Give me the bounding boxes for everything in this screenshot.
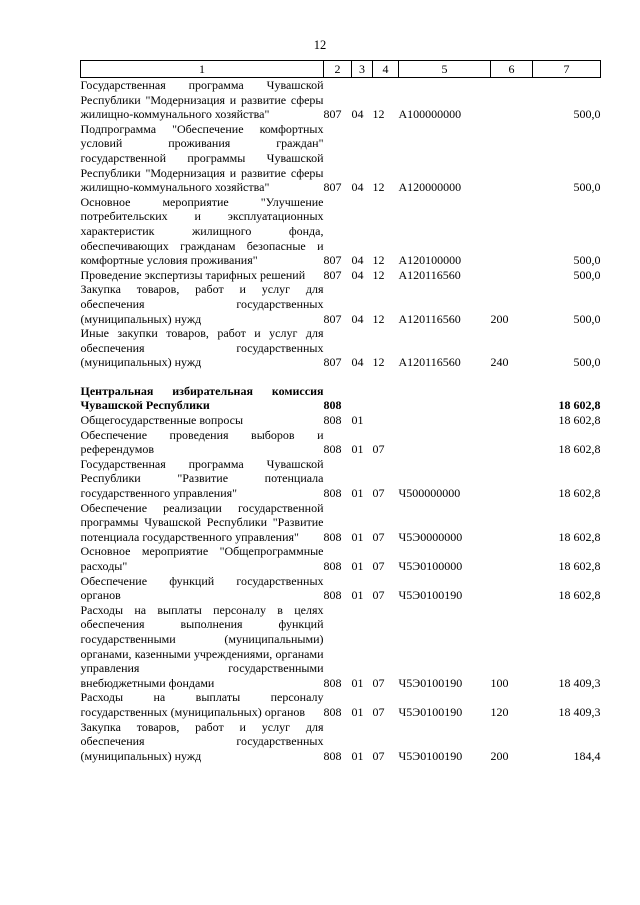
row-admin-code: 807 (323, 267, 342, 282)
table-header-row (81, 61, 601, 78)
row-subsection (373, 384, 399, 413)
row-expense-type: 200 (490, 311, 509, 326)
row-admin-code: 808 (323, 486, 342, 501)
row-amount: 500,0 (573, 355, 601, 370)
row-subsection: 12 (372, 311, 385, 326)
row-subsection: 12 (372, 267, 385, 282)
row-amount: 18 602,8 (558, 398, 601, 413)
row-section: 01 (351, 675, 364, 690)
row-section: 04 (351, 267, 364, 282)
row-target-code (399, 384, 491, 413)
table-row (81, 78, 601, 122)
row-amount: 18 602,8 (558, 413, 601, 428)
table-row (81, 501, 601, 545)
row-expense-type (491, 544, 533, 573)
row-name: Обеспечение реализации государственной программы Чувашской Республики "Развитие потенциала государственного управления" (80, 500, 324, 544)
row-subsection: 07 (372, 748, 385, 763)
table-row (81, 122, 601, 195)
row-admin-code: 808 (323, 398, 342, 413)
row-expense-type (491, 501, 533, 545)
row-admin-code: 808 (323, 588, 342, 603)
table-row (81, 690, 601, 719)
row-amount: 500,0 (573, 180, 601, 195)
row-admin-code: 807 (323, 180, 342, 195)
row-amount: 500,0 (573, 311, 601, 326)
row-admin-code: 808 (323, 442, 342, 457)
row-expense-type (491, 195, 533, 268)
row-name: Закупка товаров, работ и услуг для обеспечения государственных (муниципальных) нужд (80, 719, 324, 763)
row-subsection: 12 (372, 107, 385, 122)
row-name: Иные закупки товаров, работ и услуг для обеспечения государственных (муниципальных) нужд (80, 326, 324, 370)
column-header: 3 (352, 61, 373, 78)
row-name: Закупка товаров, работ и услуг для обеспечения государственных (муниципальных) нужд (80, 282, 324, 326)
row-target-code: А120000000 (398, 180, 462, 195)
row-section: 01 (351, 442, 364, 457)
column-header: 5 (399, 61, 491, 78)
table-row (81, 195, 601, 268)
table-row (81, 268, 601, 283)
row-section: 04 (351, 253, 364, 268)
row-amount: 500,0 (573, 107, 601, 122)
table-body (81, 78, 601, 764)
row-section: 01 (351, 748, 364, 763)
row-section: 01 (351, 588, 364, 603)
row-target-code: Ч5Э0100190 (398, 748, 463, 763)
column-header: 1 (81, 61, 324, 78)
table-row (81, 413, 601, 428)
row-admin-code: 807 (323, 107, 342, 122)
row-section: 04 (351, 107, 364, 122)
column-header: 4 (373, 61, 399, 78)
row-subsection: 07 (372, 675, 385, 690)
row-section: 01 (351, 529, 364, 544)
table-row (81, 384, 601, 413)
row-subsection: 07 (372, 486, 385, 501)
row-subsection: 12 (372, 180, 385, 195)
row-target-code: Ч5Э0100190 (398, 588, 463, 603)
row-amount: 500,0 (573, 253, 601, 268)
row-target-code: Ч5Э0100000 (398, 559, 463, 573)
row-admin-code: 808 (323, 529, 342, 544)
row-section: 04 (351, 355, 364, 370)
row-name: Обеспечение функций государственных органов (80, 573, 324, 603)
row-subsection: 07 (372, 704, 385, 719)
row-target-code: Ч500000000 (398, 486, 461, 501)
row-target-code: А120116560 (398, 311, 461, 326)
row-section: 01 (351, 413, 364, 428)
row-admin-code: 807 (323, 253, 342, 268)
row-expense-type (491, 122, 533, 195)
column-header: 7 (533, 61, 601, 78)
row-name: Проведение экспертизы тарифных решений (80, 267, 306, 282)
row-section: 04 (351, 180, 364, 195)
row-admin-code: 808 (323, 675, 342, 690)
row-amount: 18 409,3 (558, 675, 601, 690)
table-row (81, 574, 601, 603)
row-name: Подпрограмма "Обеспечение комфортных условий проживания граждан" государственной программы Чувашской Республики "Модернизация и развитие сферы жилищно-коммунального хозяйства" (80, 121, 324, 195)
row-target-code: Ч5Э0100190 (398, 675, 463, 690)
column-header: 6 (491, 61, 533, 78)
row-section (352, 384, 373, 413)
row-name: Обеспечение проведения выборов и референдумов (80, 427, 324, 457)
row-expense-type (491, 457, 533, 501)
row-section: 01 (351, 486, 364, 501)
row-name: Общегосударственные вопросы (80, 413, 244, 428)
page-number: 12 (313, 38, 327, 52)
row-name: Государственная программа Чувашской Республики "Модернизация и развитие сферы жилищно-коммунального хозяйства" (80, 78, 324, 122)
row-expense-type (491, 384, 533, 413)
row-subsection (373, 413, 399, 428)
row-target-code: А120116560 (398, 267, 461, 282)
row-amount: 18 602,8 (558, 588, 601, 603)
row-target-code: Ч5Э0100190 (398, 704, 463, 719)
row-admin-code: 808 (323, 704, 342, 719)
row-name: Центральная избирательная комиссия Чувашской Республики (80, 383, 324, 413)
table-row (81, 428, 601, 457)
row-amount: 18 602,8 (558, 442, 601, 457)
row-expense-type (491, 268, 533, 283)
budget-table (80, 60, 601, 763)
row-name: Государственная программа Чувашской Республики "Развитие потенциала государственного управления" (80, 456, 324, 501)
row-admin-code: 807 (323, 311, 342, 326)
row-name: Расходы на выплаты персоналу в целях обеспечения выполнения функций государственными (муниципальными) органами, казенными учреждениями, органами управления государственными внебюджетными фондами (80, 602, 324, 690)
row-expense-type: 100 (490, 675, 509, 690)
row-name: Основное мероприятие "Общепрограммные расходы" (80, 544, 324, 573)
table-row (81, 720, 601, 764)
row-section: 04 (351, 311, 364, 326)
row-admin-code: 807 (323, 355, 342, 370)
row-subsection: 12 (372, 253, 385, 268)
row-expense-type: 120 (490, 704, 509, 719)
row-expense-type: 200 (490, 748, 509, 763)
row-amount: 18 602,8 (558, 529, 601, 544)
row-expense-type (491, 413, 533, 428)
row-expense-type (491, 78, 533, 122)
row-amount: 18 409,3 (558, 704, 601, 719)
table-row (81, 326, 601, 370)
table-row (81, 282, 601, 326)
table-row (81, 544, 601, 573)
row-name: Расходы на выплаты персоналу государственных (муниципальных) органов (80, 690, 324, 719)
row-subsection: 07 (372, 559, 385, 573)
row-subsection: 07 (372, 588, 385, 603)
row-target-code: А120100000 (398, 253, 462, 268)
row-subsection: 12 (372, 355, 385, 370)
row-subsection: 07 (372, 442, 385, 457)
row-admin-code: 808 (323, 748, 342, 763)
table-row (81, 457, 601, 501)
row-name: Основное мероприятие "Улучшение потребительских и эксплуатационных характеристик жилищного фонда, обеспечивающих гражданам безопасные и комфортные условия проживания" (80, 194, 324, 268)
column-header: 2 (324, 61, 352, 78)
row-section: 01 (351, 559, 364, 573)
row-target-code: А120116560 (398, 355, 461, 370)
spacer-row (81, 370, 601, 384)
row-amount: 18 602,8 (558, 486, 601, 501)
table-row (81, 603, 601, 691)
row-expense-type (491, 574, 533, 603)
row-amount: 500,0 (573, 267, 601, 282)
row-target-code (399, 413, 491, 428)
row-amount: 18 602,8 (558, 559, 601, 573)
row-admin-code: 808 (323, 559, 342, 573)
row-section: 01 (351, 704, 364, 719)
row-admin-code: 808 (323, 413, 342, 428)
row-target-code (399, 428, 491, 457)
row-expense-type (491, 428, 533, 457)
row-expense-type: 240 (490, 355, 509, 370)
row-target-code: А100000000 (398, 107, 462, 122)
row-target-code: Ч5Э0000000 (398, 529, 463, 544)
row-amount: 184,4 (573, 748, 601, 763)
row-subsection: 07 (372, 529, 385, 544)
